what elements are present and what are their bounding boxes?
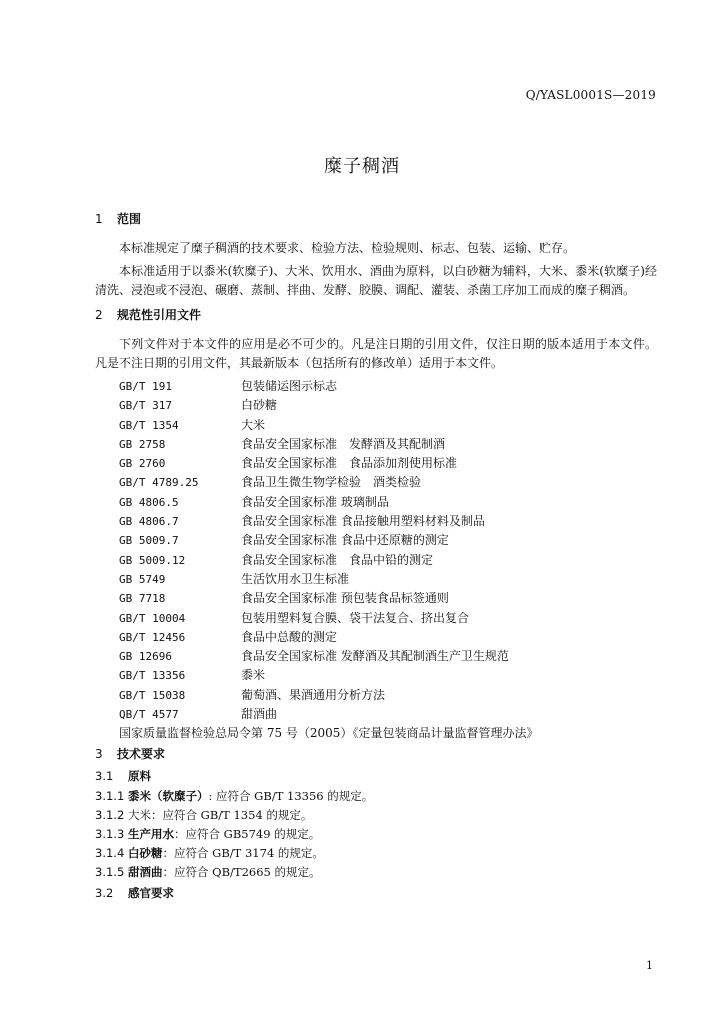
clause-text: 大米：应符合 GB/T 1354 的规定。 [128, 808, 313, 823]
clause-text: ：应符合 GB/T 3174 的规定。 [162, 846, 324, 861]
clause-label: 生产用水 [128, 827, 174, 842]
clause-label: 白砂糖 [128, 846, 163, 861]
reference-name: 食品安全国家标准 食品中还原糖的测定 [241, 533, 449, 548]
reference-name: 食品安全国家标准 预包装食品标签通则 [241, 591, 449, 606]
clause-text: ：应符合 GB5749 的规定。 [174, 827, 321, 842]
reference-item [95, 377, 657, 396]
section-number: 2 [95, 308, 103, 322]
reference-item [95, 396, 657, 415]
reference-code: GB 5009.12 [119, 553, 186, 567]
references-intro: 下列文件对于本文件的应用是必不可少的。凡是注日期的引用文件，仅注日期的版本适用于本文件。凡是不注日期的引用文件，其最新版本（包括所有的修改单）适用于本文件。 [95, 337, 657, 370]
reference-item [95, 666, 657, 685]
clause-text: ：应符合 QB/T2665 的规定。 [162, 865, 321, 880]
section-title: 规范性引用文件 [117, 308, 202, 322]
reference-code: GB/T 317 [119, 399, 172, 413]
reference-item [95, 512, 657, 531]
reference-code: GB 4806.7 [119, 515, 179, 529]
clause-item [95, 844, 657, 863]
reference-code: GB/T 12456 [119, 630, 186, 644]
reference-name: 食品安全国家标准 玻璃制品 [241, 494, 389, 509]
section-1-heading [95, 208, 657, 230]
reference-item [95, 628, 657, 647]
reference-code: GB/T 10004 [119, 611, 186, 625]
clause-item [95, 806, 657, 825]
reference-name: 包装储运图示标志 [241, 379, 338, 393]
reference-code: GB 12696 [119, 650, 172, 664]
scope-paragraph: 本标准规定了糜子稠酒的技术要求、检验方法、检验规则、标志、包装、运输、贮存。 [119, 241, 576, 255]
reference-name: 黍米 [241, 668, 266, 683]
reference-item [95, 570, 657, 589]
reference-code: GB/T 13356 [119, 669, 186, 683]
reference-name: 食品安全国家标准 食品接触用塑料材料及制品 [241, 514, 485, 529]
subsection-3-1-heading [95, 765, 657, 787]
reference-list [95, 377, 657, 724]
reference-item [95, 551, 657, 570]
clause-text: : 应符合 GB/T 13356 的规定。 [208, 789, 374, 804]
clause-label: 甜酒曲 [128, 865, 163, 880]
reference-item [95, 416, 657, 435]
clause-item [95, 787, 657, 806]
section-number: 1 [95, 212, 103, 226]
clause-number: 3.1.4 [95, 846, 125, 861]
reference-code: GB/T 191 [119, 380, 172, 393]
clause-item [95, 825, 657, 844]
reference-code: GB 5749 [119, 572, 166, 586]
subsection-title: 原料 [128, 769, 151, 784]
reference-item [95, 686, 657, 705]
reference-name: 食品安全国家标准 食品中铅的测定 [241, 552, 434, 567]
section-3-heading [95, 743, 657, 765]
subsection-number: 3.2 [95, 886, 114, 901]
reference-code: QB/T 4577 [119, 708, 179, 722]
reference-name: 甜酒曲 [241, 707, 278, 722]
reference-name: 大米 [241, 417, 266, 432]
page-number: 1 [646, 959, 653, 972]
reference-name: 食品安全国家标准 发酵酒及其配制酒生产卫生规范 [241, 649, 509, 664]
clause-label: 黍米（软糜子） [128, 789, 209, 804]
reference-item [95, 531, 657, 550]
standard-code: Q/YASL0001S—2019 [525, 88, 656, 102]
reference-code: GB/T 4789.25 [119, 476, 199, 490]
reference-name: 包装用塑料复合膜、袋干法复合、挤出复合 [241, 610, 470, 625]
document-body [95, 208, 657, 904]
reference-item [95, 705, 657, 724]
reference-item [95, 609, 657, 628]
scope-paragraph: 本标准适用于以黍米(软糜子)、大米、饮用水、酒曲为原料，以白砂糖为辅料，大米、黍米(软糜子)经清洗、浸泡或不浸泡、碾磨、蒸制、拌曲、发酵、胶膜、调配、灌装、杀菌工序加工而成的糜子稠酒。 [95, 264, 657, 297]
subsection-3-2-heading [95, 882, 657, 904]
reference-item [95, 473, 657, 492]
reference-item [95, 435, 657, 454]
reference-code: GB 2760 [119, 457, 166, 471]
reference-code: GB 2758 [119, 437, 166, 451]
subsection-number: 3.1 [95, 769, 114, 784]
reference-name: 白砂糖 [241, 398, 278, 413]
reference-code: GB/T 1354 [119, 418, 179, 432]
clause-number: 3.1.1 [95, 789, 125, 804]
reference-item [95, 589, 657, 608]
reference-item [95, 647, 657, 666]
section-2-heading [95, 304, 657, 326]
clause-number: 3.1.3 [95, 827, 125, 842]
section-title: 范围 [117, 212, 142, 226]
clause-number: 3.1.2 [95, 808, 125, 823]
reference-name: 食品卫生微生物学检验 酒类检验 [241, 475, 422, 490]
reference-name: 食品中总酸的测定 [241, 629, 338, 644]
reference-item [95, 493, 657, 512]
reference-code: GB 5009.7 [119, 534, 179, 548]
reference-item [95, 454, 657, 473]
reference-name: 葡萄酒、果酒通用分析方法 [241, 687, 386, 702]
reference-name: 食品安全国家标准 食品添加剂使用标准 [241, 456, 458, 471]
section-number: 3 [95, 747, 103, 762]
reference-name: 生活饮用水卫生标准 [241, 571, 350, 586]
document-title: 糜子稠酒 [324, 156, 400, 177]
reference-code: GB 7718 [119, 592, 166, 606]
subsection-title: 感官要求 [128, 886, 174, 901]
reference-code: GB 4806.5 [119, 495, 179, 509]
decree-reference: 国家质量监督检验总局令第 75 号（2005）《定量包装商品计量监督管理办法》 [119, 726, 539, 741]
clause-item [95, 863, 657, 882]
reference-name: 食品安全国家标准 发酵酒及其配制酒 [241, 436, 446, 451]
clause-number: 3.1.5 [95, 865, 125, 880]
reference-code: GB/T 15038 [119, 688, 186, 702]
section-title: 技术要求 [117, 747, 166, 762]
